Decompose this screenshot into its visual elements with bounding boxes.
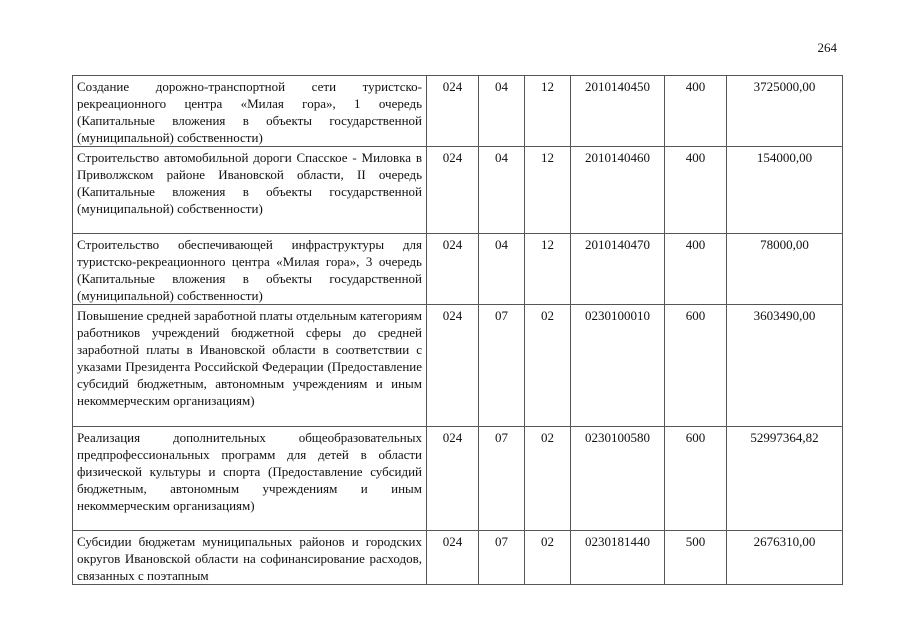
subsection-code-cell: 02 <box>525 531 571 585</box>
target-code-cell: 0230100010 <box>571 305 665 427</box>
expense-type-cell: 400 <box>665 147 727 234</box>
amount-cell: 78000,00 <box>727 234 843 305</box>
section-code-cell: 07 <box>479 531 525 585</box>
ministry-code-cell: 024 <box>427 427 479 531</box>
subsection-code-cell: 12 <box>525 147 571 234</box>
row-name-cell: Субсидии бюджетам муниципальных районов и городских округов Ивановской области на софинансирование расходов, связанных с поэтапным <box>73 531 427 585</box>
amount-cell: 154000,00 <box>727 147 843 234</box>
row-name-cell: Повышение средней заработной платы отдельным категориям работников учреждений бюджетной сферы до средней заработной платы в Ивановской области в соответствии с указами Президента Российской Федерации (Предоставление субсидий бюджетным, автономным учреждениям и иным некоммерческим организациям) <box>73 305 427 427</box>
table-row <box>73 147 843 234</box>
target-code-cell: 0230100580 <box>571 427 665 531</box>
subsection-code-cell: 02 <box>525 305 571 427</box>
target-code-cell: 2010140470 <box>571 234 665 305</box>
section-code-cell: 07 <box>479 305 525 427</box>
target-code-cell: 2010140450 <box>571 76 665 147</box>
budget-table <box>72 75 843 585</box>
subsection-code-cell: 02 <box>525 427 571 531</box>
section-code-cell: 04 <box>479 147 525 234</box>
ministry-code-cell: 024 <box>427 531 479 585</box>
expense-type-cell: 400 <box>665 76 727 147</box>
expense-type-cell: 600 <box>665 427 727 531</box>
amount-cell: 2676310,00 <box>727 531 843 585</box>
ministry-code-cell: 024 <box>427 76 479 147</box>
section-code-cell: 04 <box>479 234 525 305</box>
expense-type-cell: 500 <box>665 531 727 585</box>
amount-cell: 3603490,00 <box>727 305 843 427</box>
ministry-code-cell: 024 <box>427 147 479 234</box>
row-name-cell: Создание дорожно-транспортной сети туристско-рекреационного центра «Милая гора», 1 очередь (Капитальные вложения в объекты государственной (муниципальной) собственности) <box>73 76 427 147</box>
amount-cell: 3725000,00 <box>727 76 843 147</box>
page-number: 264 <box>817 40 837 55</box>
ministry-code-cell: 024 <box>427 305 479 427</box>
table-row <box>73 531 843 585</box>
row-name-cell: Строительство обеспечивающей инфраструктуры для туристско-рекреационного центра «Милая гора», 3 очередь (Капитальные вложения в объекты государственной (муниципальной) собственности) <box>73 234 427 305</box>
expense-type-cell: 400 <box>665 234 727 305</box>
subsection-code-cell: 12 <box>525 76 571 147</box>
section-code-cell: 04 <box>479 76 525 147</box>
row-name-cell: Реализация дополнительных общеобразовательных предпрофессиональных программ для детей в области физической культуры и спорта (Предоставление субсидий бюджетным, автономным учреждениям и иным некоммерческим организациям) <box>73 427 427 531</box>
section-code-cell: 07 <box>479 427 525 531</box>
subsection-code-cell: 12 <box>525 234 571 305</box>
table-row <box>73 76 843 147</box>
table-row <box>73 305 843 427</box>
ministry-code-cell: 024 <box>427 234 479 305</box>
table-row <box>73 234 843 305</box>
target-code-cell: 0230181440 <box>571 531 665 585</box>
table-row <box>73 427 843 531</box>
row-name-cell: Строительство автомобильной дороги Спасское - Миловка в Приволжском районе Ивановской области, II очередь (Капитальные вложения в объекты государственной (муниципальной) собственности) <box>73 147 427 234</box>
amount-cell: 52997364,82 <box>727 427 843 531</box>
expense-type-cell: 600 <box>665 305 727 427</box>
target-code-cell: 2010140460 <box>571 147 665 234</box>
